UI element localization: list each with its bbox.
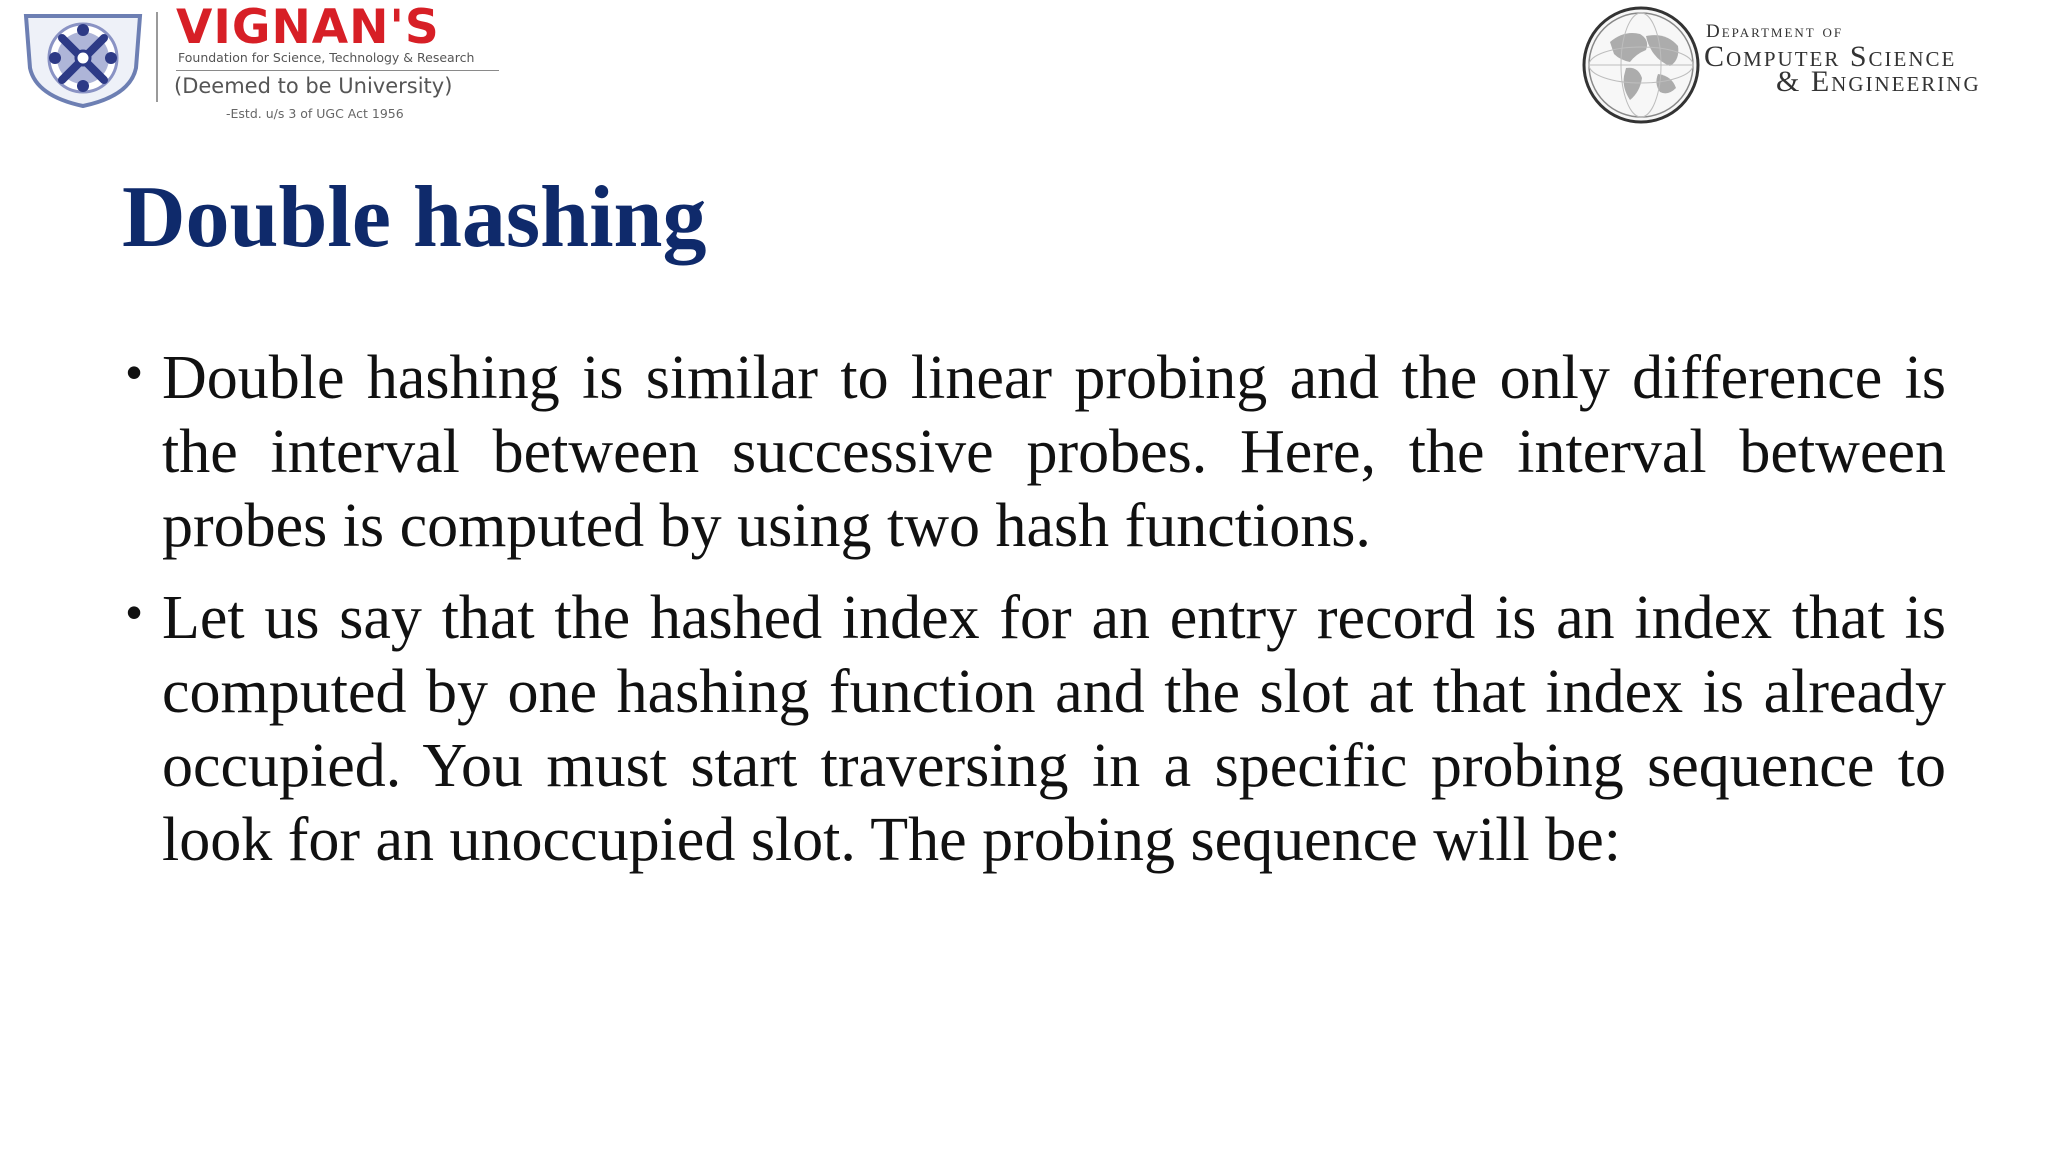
bullet-item <box>124 341 1946 563</box>
university-name: VIGNAN'S <box>176 0 440 55</box>
globe-icon <box>1580 4 1702 126</box>
department-prefix: Department of <box>1706 21 1844 42</box>
department-logo <box>1580 4 2046 128</box>
university-established: -Estd. u/s 3 of UGC Act 1956 <box>226 106 404 121</box>
slide-title: Double hashing <box>122 169 707 266</box>
logo-divider <box>156 12 158 102</box>
department-name-line1: Computer Science <box>1704 40 1957 73</box>
bullet-dot-icon: • <box>126 346 143 398</box>
vignan-emblem-icon <box>18 8 148 108</box>
university-tagline: Foundation for Science, Technology & Research <box>178 50 475 65</box>
bullet-text: Double hashing is similar to linear probing and the only difference is the interval between successive probes. Here, the interval between probes is computed by using two hash functions. <box>162 344 1946 560</box>
university-status: (Deemed to be University) <box>174 74 453 98</box>
bullet-text: Let us say that the hashed index for an entry record is an index that is computed by one hashing function and the slot at that index is already occupied. You must start traversing in a specific probing sequence to look for an unoccupied slot. The probing sequence will be: <box>162 584 1946 874</box>
bullet-dot-icon: • <box>126 586 143 638</box>
university-logo <box>14 0 534 126</box>
tagline-rule <box>176 70 499 71</box>
bullet-item <box>124 581 1946 877</box>
department-name-line2: & Engineering <box>1776 65 1981 98</box>
bullet-list <box>124 341 1946 895</box>
